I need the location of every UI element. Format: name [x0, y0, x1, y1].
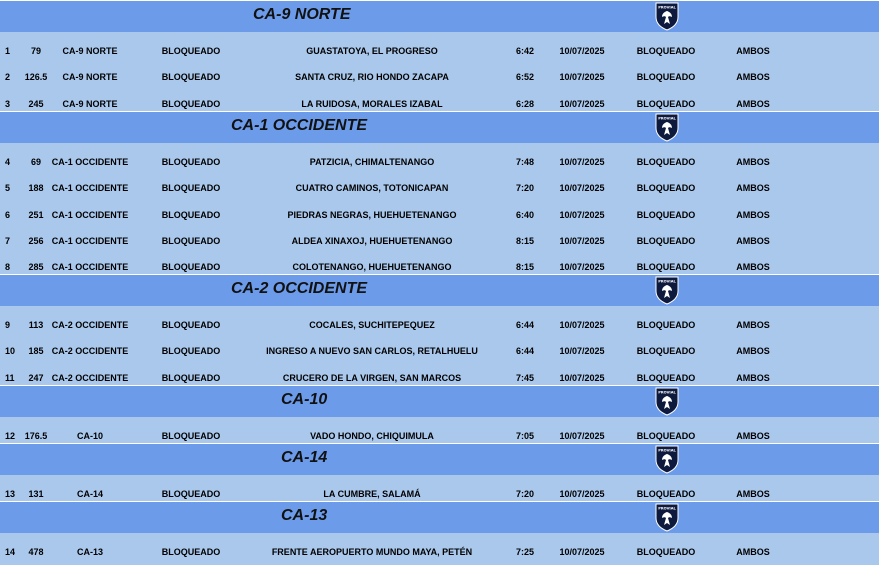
time-cell: 6:44 [515, 345, 535, 356]
blockade-status-cell: BLOQUEADO [636, 71, 696, 82]
date-cell: 10/07/2025 [559, 319, 605, 330]
status-cell: BLOQUEADO [161, 235, 221, 246]
status-cell: BLOQUEADO [161, 488, 221, 499]
route-cell: CA-2 OCCIDENTE [51, 345, 129, 356]
table-row [0, 174, 879, 201]
direction-cell: AMBOS [736, 71, 770, 82]
row-number-cell: 9 [5, 319, 11, 330]
time-cell: 7:20 [515, 182, 535, 193]
time-cell: 7:48 [515, 156, 535, 167]
route-cell: CA-9 NORTE [62, 45, 118, 56]
status-cell: BLOQUEADO [161, 156, 221, 167]
date-cell: 10/07/2025 [559, 345, 605, 356]
km-cell: 79 [30, 45, 42, 56]
blockade-status-cell: BLOQUEADO [636, 372, 696, 383]
time-cell: 6:42 [515, 45, 535, 56]
blockade-status-cell: BLOQUEADO [636, 156, 696, 167]
blockade-status-cell: BLOQUEADO [636, 261, 696, 272]
route-cell: CA-10 [76, 430, 104, 441]
location-cell: LA RUIDOSA, MORALES IZABAL [301, 98, 443, 109]
row-number-cell: 1 [5, 45, 11, 56]
location-cell: COCALES, SUCHITEPEQUEZ [309, 319, 435, 330]
direction-cell: AMBOS [736, 430, 770, 441]
direction-cell: AMBOS [736, 319, 770, 330]
km-cell: 285 [28, 261, 44, 272]
direction-cell: AMBOS [736, 209, 770, 220]
location-cell: CUATRO CAMINOS, TOTONICAPAN [295, 182, 449, 193]
location-cell: INGRESO A NUEVO SAN CARLOS, RETALHUELU [266, 345, 478, 356]
km-cell: 245 [28, 98, 44, 109]
provial-shield-icon [655, 503, 679, 532]
blockade-status-cell: BLOQUEADO [636, 98, 696, 109]
km-cell: 126.5 [24, 71, 48, 82]
status-cell: BLOQUEADO [161, 45, 221, 56]
time-cell: 6:28 [515, 98, 535, 109]
km-cell: 478 [28, 546, 44, 557]
section-header [0, 111, 879, 143]
section-title: CA-10 [281, 391, 328, 408]
provial-logo-text: PROVIAL [658, 5, 676, 10]
section-header [0, 443, 879, 475]
blockade-status-cell: BLOQUEADO [636, 319, 696, 330]
direction-cell: AMBOS [736, 182, 770, 193]
time-cell: 7:05 [515, 430, 535, 441]
route-cell: CA-9 NORTE [62, 71, 118, 82]
status-cell: BLOQUEADO [161, 209, 221, 220]
status-cell: BLOQUEADO [161, 261, 221, 272]
time-cell: 8:15 [515, 235, 535, 246]
date-cell: 10/07/2025 [559, 430, 605, 441]
date-cell: 10/07/2025 [559, 261, 605, 272]
row-number-cell: 6 [5, 209, 11, 220]
status-cell: BLOQUEADO [161, 345, 221, 356]
row-number-cell: 2 [5, 71, 11, 82]
section-header [0, 0, 879, 32]
km-cell: 256 [28, 235, 44, 246]
date-cell: 10/07/2025 [559, 488, 605, 499]
direction-cell: AMBOS [736, 546, 770, 557]
direction-cell: AMBOS [736, 98, 770, 109]
km-cell: 247 [28, 372, 44, 383]
blockade-status-cell: BLOQUEADO [636, 488, 696, 499]
route-cell: CA-2 OCCIDENTE [51, 372, 129, 383]
status-cell: BLOQUEADO [161, 372, 221, 383]
route-cell: CA-1 OCCIDENTE [51, 261, 129, 272]
time-cell: 7:45 [515, 372, 535, 383]
route-cell: CA-14 [76, 488, 104, 499]
date-cell: 10/07/2025 [559, 372, 605, 383]
provial-shield-icon [655, 113, 679, 142]
table-row [0, 227, 879, 254]
location-cell: LA CUMBRE, SALAMÁ [323, 488, 421, 499]
km-cell: 113 [28, 319, 44, 330]
provial-logo-text: PROVIAL [658, 279, 676, 284]
direction-cell: AMBOS [736, 345, 770, 356]
blockade-status-cell: BLOQUEADO [636, 209, 696, 220]
km-cell: 251 [28, 209, 44, 220]
table-row [0, 538, 879, 565]
location-cell: PIEDRAS NEGRAS, HUEHUETENANGO [287, 209, 457, 220]
date-cell: 10/07/2025 [559, 546, 605, 557]
table-row [0, 37, 879, 64]
km-cell: 176.5 [24, 430, 48, 441]
section-title: CA-14 [281, 449, 328, 466]
location-cell: PATZICIA, CHIMALTENANGO [309, 156, 435, 167]
location-cell: ALDEA XINAXOJ, HUEHUETENANGO [291, 235, 453, 246]
status-cell: BLOQUEADO [161, 182, 221, 193]
route-cell: CA-9 NORTE [62, 98, 118, 109]
row-number-cell: 3 [5, 98, 11, 109]
row-number-cell: 4 [5, 156, 11, 167]
date-cell: 10/07/2025 [559, 235, 605, 246]
row-number-cell: 12 [5, 430, 16, 441]
blockade-status-cell: BLOQUEADO [636, 430, 696, 441]
section-header [0, 501, 879, 533]
provial-logo-text: PROVIAL [658, 506, 676, 511]
time-cell: 6:40 [515, 209, 535, 220]
status-cell: BLOQUEADO [161, 71, 221, 82]
date-cell: 10/07/2025 [559, 156, 605, 167]
location-cell: VADO HONDO, CHIQUIMULA [310, 430, 434, 441]
direction-cell: AMBOS [736, 45, 770, 56]
section-title: CA-1 OCCIDENTE [231, 117, 368, 134]
location-cell: FRENTE AEROPUERTO MUNDO MAYA, PETÉN [271, 546, 473, 557]
row-number-cell: 8 [5, 261, 11, 272]
table-row [0, 63, 879, 90]
time-cell: 6:44 [515, 319, 535, 330]
route-cell: CA-13 [76, 546, 104, 557]
table-row [0, 337, 879, 364]
row-number-cell: 13 [5, 488, 16, 499]
row-number-cell: 14 [5, 546, 16, 557]
km-cell: 131 [28, 488, 44, 499]
direction-cell: AMBOS [736, 261, 770, 272]
row-number-cell: 5 [5, 182, 11, 193]
route-cell: CA-1 OCCIDENTE [51, 156, 129, 167]
provial-shield-icon [655, 276, 679, 305]
provial-shield-icon [655, 445, 679, 474]
location-cell: GUASTATOYA, EL PROGRESO [306, 45, 438, 56]
provial-logo-text: PROVIAL [658, 116, 676, 121]
blockade-status-cell: BLOQUEADO [636, 235, 696, 246]
date-cell: 10/07/2025 [559, 45, 605, 56]
section-title: CA-2 OCCIDENTE [231, 280, 368, 297]
status-cell: BLOQUEADO [161, 430, 221, 441]
date-cell: 10/07/2025 [559, 209, 605, 220]
blockade-status-cell: BLOQUEADO [636, 182, 696, 193]
time-cell: 8:15 [515, 261, 535, 272]
time-cell: 6:52 [515, 71, 535, 82]
date-cell: 10/07/2025 [559, 71, 605, 82]
route-cell: CA-2 OCCIDENTE [51, 319, 129, 330]
km-cell: 69 [30, 156, 42, 167]
date-cell: 10/07/2025 [559, 98, 605, 109]
blockade-status-cell: BLOQUEADO [636, 546, 696, 557]
time-cell: 7:20 [515, 488, 535, 499]
km-cell: 188 [28, 182, 44, 193]
row-number-cell: 11 [5, 372, 15, 383]
route-cell: CA-1 OCCIDENTE [51, 209, 129, 220]
location-cell: COLOTENANGO, HUEHUETENANGO [292, 261, 452, 272]
status-cell: BLOQUEADO [161, 319, 221, 330]
route-cell: CA-1 OCCIDENTE [51, 182, 129, 193]
km-cell: 185 [28, 345, 44, 356]
direction-cell: AMBOS [736, 488, 770, 499]
provial-logo-text: PROVIAL [658, 448, 676, 453]
row-number-cell: 7 [5, 235, 11, 246]
time-cell: 7:25 [515, 546, 535, 557]
direction-cell: AMBOS [736, 372, 770, 383]
blockade-status-cell: BLOQUEADO [636, 345, 696, 356]
location-cell: SANTA CRUZ, RIO HONDO ZACAPA [295, 71, 449, 82]
table-row [0, 148, 879, 175]
date-cell: 10/07/2025 [559, 182, 605, 193]
provial-shield-icon [655, 387, 679, 416]
provial-shield-icon [655, 2, 679, 31]
status-cell: BLOQUEADO [161, 546, 221, 557]
row-number-cell: 10 [5, 345, 16, 356]
table-row [0, 311, 879, 338]
section-title: CA-13 [281, 507, 328, 524]
direction-cell: AMBOS [736, 156, 770, 167]
route-cell: CA-1 OCCIDENTE [51, 235, 129, 246]
section-header [0, 274, 879, 306]
section-title: CA-9 NORTE [253, 6, 351, 23]
blockade-status-cell: BLOQUEADO [636, 45, 696, 56]
direction-cell: AMBOS [736, 235, 770, 246]
status-cell: BLOQUEADO [161, 98, 221, 109]
provial-logo-text: PROVIAL [658, 390, 676, 395]
table-row [0, 201, 879, 228]
location-cell: CRUCERO DE LA VIRGEN, SAN MARCOS [282, 372, 462, 383]
section-header [0, 385, 879, 417]
